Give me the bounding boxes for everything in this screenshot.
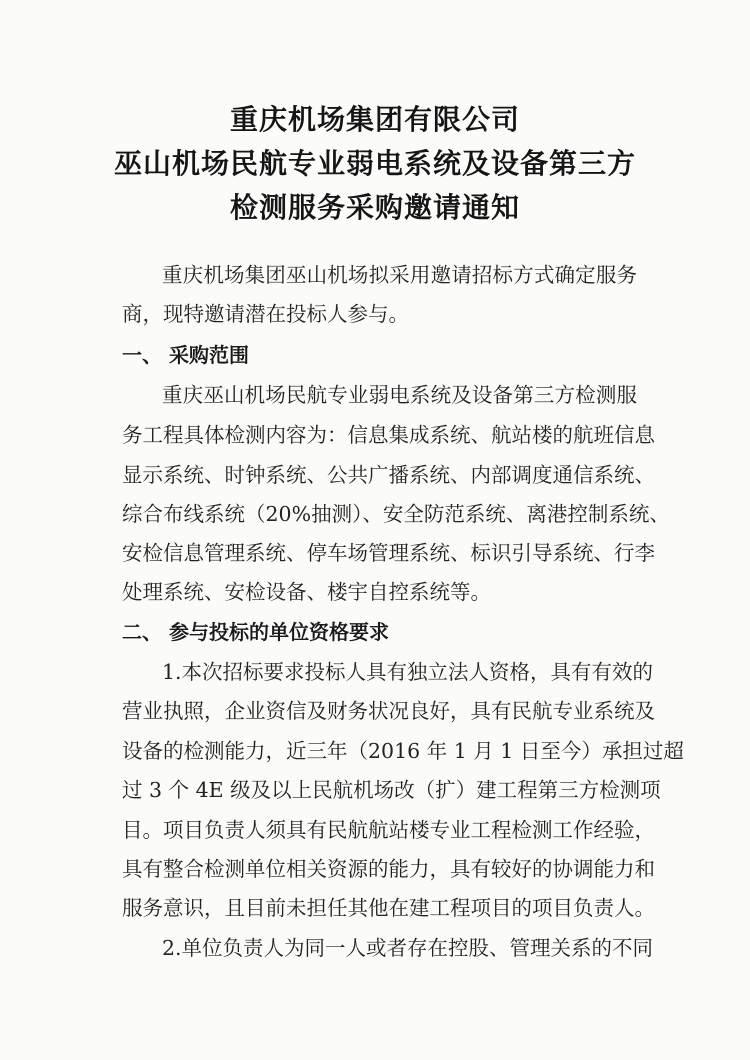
intro-line: 商，现特邀请潜在投标人参与。: [122, 302, 409, 326]
scope-line: 务工程具体检测内容为：信息集成系统、航站楼的航班信息: [122, 423, 655, 447]
title-line-1: 重庆机场集团有限公司: [229, 103, 520, 136]
section-heading-qualification: 二、 参与投标的单位资格要求: [122, 620, 389, 644]
section-heading-scope: 一、 采购范围: [122, 343, 249, 367]
qualification-line: 营业执照，企业资信及财务状况良好，具有民航专业系统及: [122, 699, 655, 723]
scope-line: 显示系统、时钟系统、公共广播系统、内部调度通信系统、: [122, 463, 655, 487]
intro-line: 重庆机场集团巫山机场拟采用邀请招标方式确定服务: [162, 263, 637, 287]
qualification-line: 服务意识，且目前未担任其他在建工程项目的项目负责人。: [122, 896, 655, 920]
scope-line: 综合布线系统（20%抽测）、安全防范系统、离港控制系统、: [122, 502, 670, 526]
title-line-2: 巫山机场民航专业弱电系统及设备第三方: [113, 147, 636, 180]
qualification-line: 目。项目负责人须具有民航航站楼专业工程检测工作经验，: [122, 818, 655, 842]
scope-line: 安检信息管理系统、停车场管理系统、标识引导系统、行李: [122, 541, 655, 565]
scope-line: 重庆巫山机场民航专业弱电系统及设备第三方检测服: [162, 383, 637, 407]
title-line-3: 检测服务采购邀请通知: [229, 191, 520, 224]
qualification-line: 设备的检测能力，近三年（2016 年 1 月 1 日至今）承担过超: [122, 739, 684, 763]
qualification-line: 1.本次招标要求投标人具有独立法人资格，具有有效的: [162, 660, 654, 684]
qualification-line: 2.单位负责人为同一人或者存在控股、管理关系的不同: [162, 936, 654, 960]
qualification-line: 过 3 个 4E 级及以上民航机场改（扩）建工程第三方检测项: [122, 778, 661, 802]
qualification-line: 具有整合检测单位相关资源的能力，具有较好的协调能力和: [122, 857, 655, 881]
scope-line: 处理系统、安检设备、楼宇自控系统等。: [122, 580, 491, 604]
